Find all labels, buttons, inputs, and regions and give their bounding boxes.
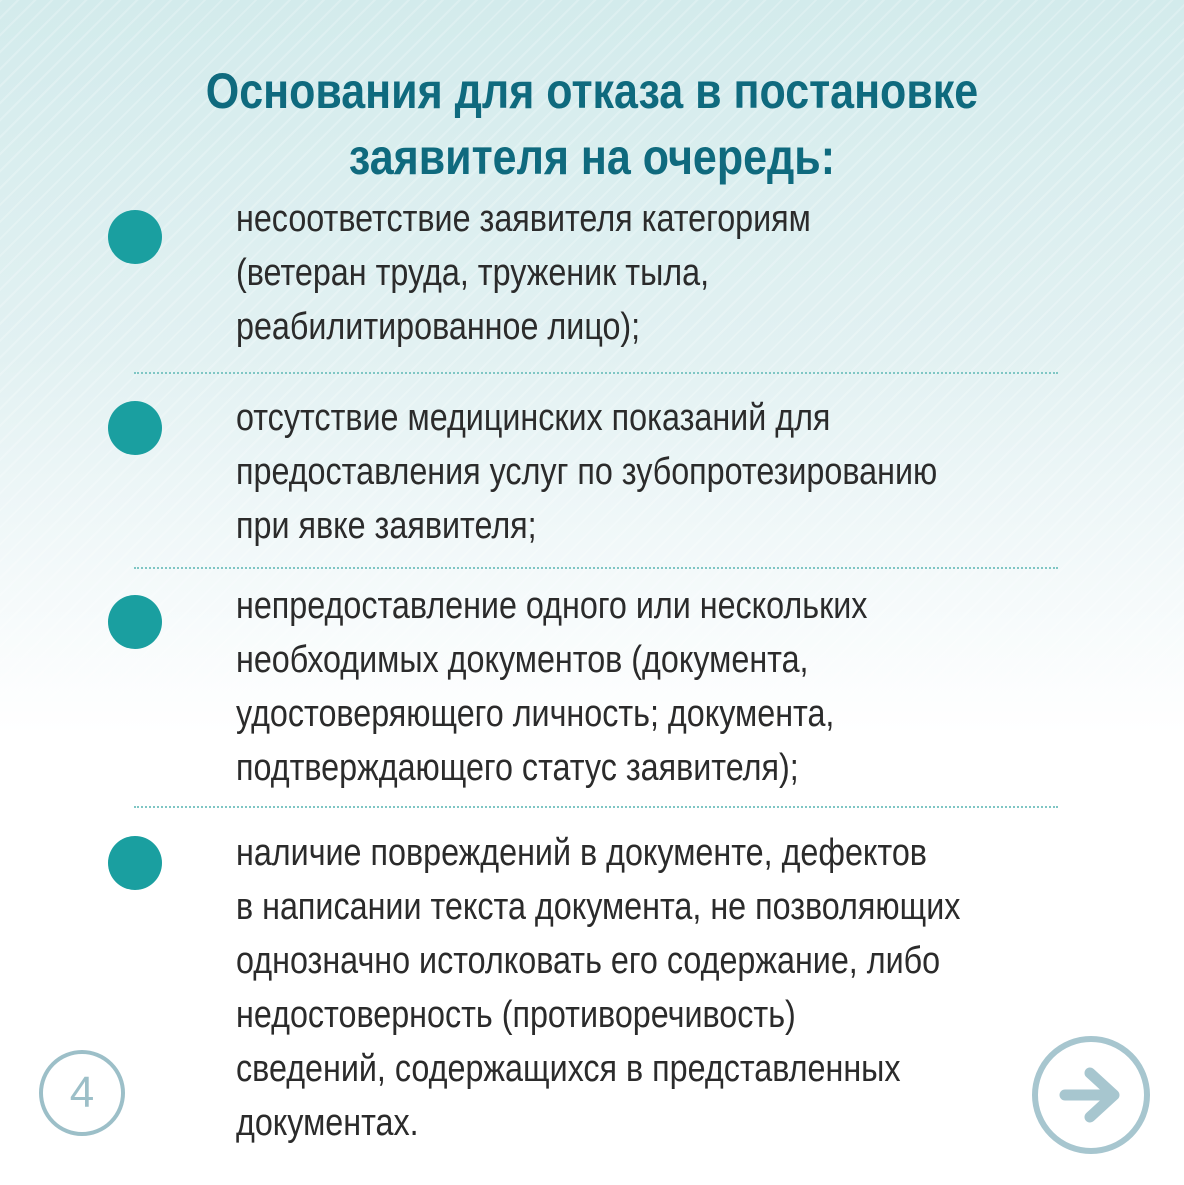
bullet-icon	[108, 401, 162, 455]
list-item-line: недостоверность (противоречивость)	[236, 994, 796, 1036]
list-item-line: сведений, содержащихся в представленных	[236, 1048, 901, 1090]
list-item-line: предоставления услуг по зубопротезированию	[236, 451, 938, 493]
list-item-line: непредоставление одного или нескольких	[236, 585, 868, 627]
list-item-line: (ветеран труда, труженик тыла,	[236, 252, 710, 294]
list-item-text	[236, 826, 1086, 1150]
list-item-line: реабилитированное лицо);	[236, 306, 641, 348]
list-item-line: в написании текста документа, не позволяющих	[236, 886, 961, 928]
arrow-right-icon	[1038, 1042, 1144, 1148]
list-item-line: документах.	[236, 1102, 419, 1144]
bullet-icon	[108, 836, 162, 890]
list-item-line: подтверждающего статус заявителя);	[236, 747, 799, 789]
list-item-line: отсутствие медицинских показаний для	[236, 397, 831, 439]
list-item-line: необходимых документов (документа,	[236, 639, 809, 681]
page-title	[134, 58, 1049, 190]
page-number-badge: 4	[39, 1050, 125, 1136]
divider	[134, 372, 1058, 374]
list-item-line: наличие повреждений в документе, дефектов	[236, 832, 927, 874]
list-item-text	[236, 579, 1086, 795]
bullet-icon	[108, 595, 162, 649]
divider	[134, 567, 1058, 569]
bullet-icon	[108, 210, 162, 264]
divider	[134, 806, 1058, 808]
list-item-text	[236, 391, 1086, 553]
list-item-line: удостоверяющего личность; документа,	[236, 693, 835, 735]
next-slide-button[interactable]	[1032, 1036, 1150, 1154]
list-item-line: однозначно истолковать его содержание, либо	[236, 940, 941, 982]
title-line-2: заявителя на очередь:	[348, 129, 836, 185]
list-item-line: при явке заявителя;	[236, 505, 537, 547]
title-line-1: Основания для отказа в постановке	[205, 63, 979, 119]
list-item-text	[236, 192, 1086, 354]
list-item-line: несоответствие заявителя категориям	[236, 198, 811, 240]
